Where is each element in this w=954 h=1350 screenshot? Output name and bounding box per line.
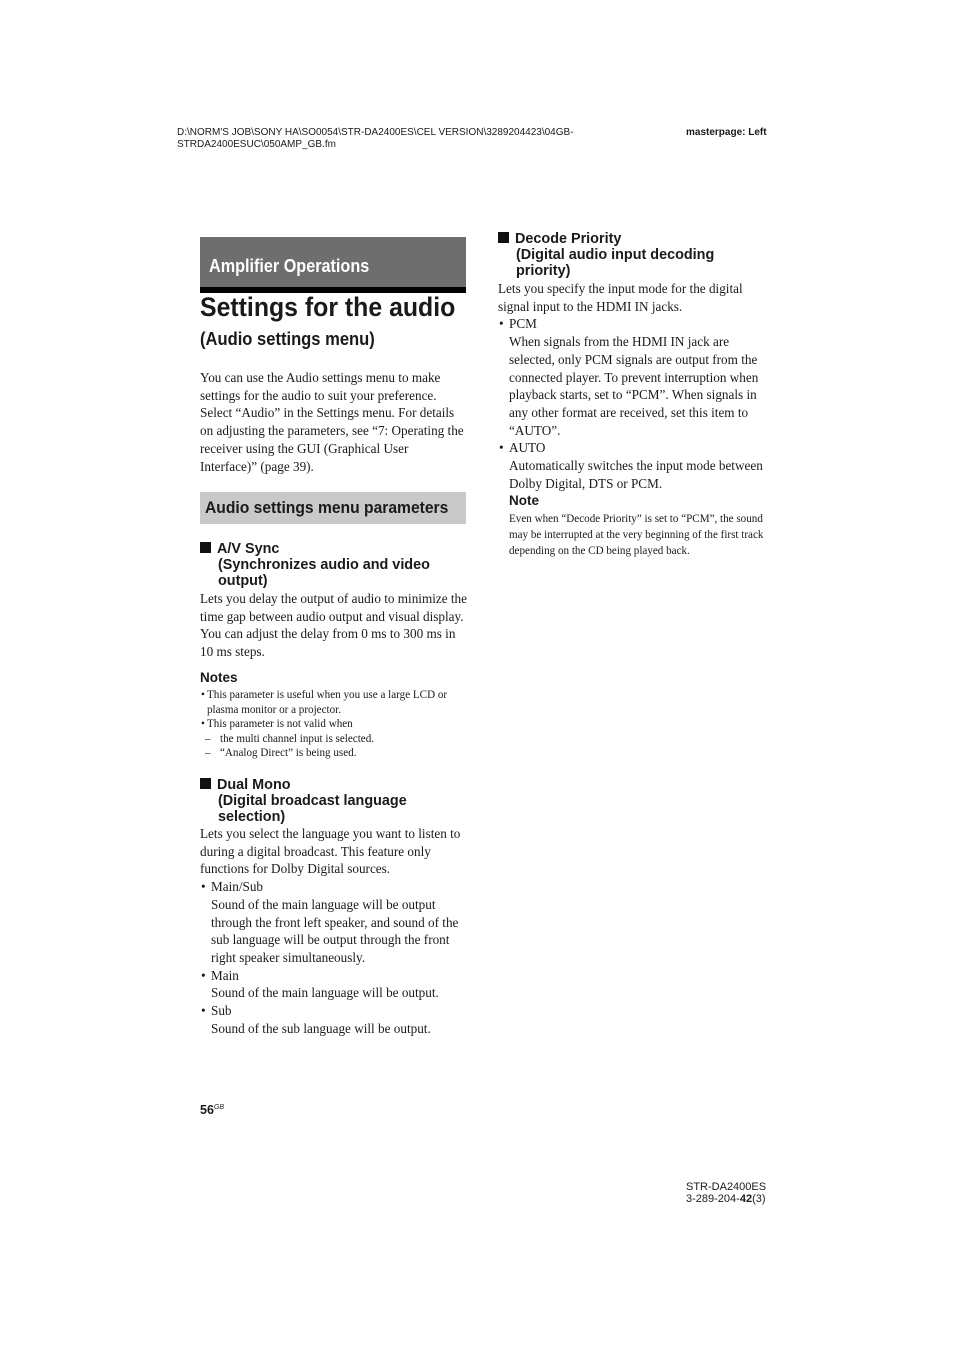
intro-paragraph: You can use the Audio settings menu to make settings for the audio to suit your preference. Select “Audio” in the Settings menu. For details on adjusting the parameters, see “7: Operating the receiver using the GUI (Graphical User Interface)” (page 39). xyxy=(200,370,464,474)
file-path-line1: D:\NORM'S JOB\SONY HA\SO0054\STR-DA2400ES\CEL VERSION\3289204423\04GB- xyxy=(177,127,574,138)
dual-mono-heading-line2: (Digital broadcast language xyxy=(218,793,407,809)
page-suffix: GB xyxy=(213,1103,225,1111)
av-sync-description: Lets you delay the output of audio to minimize the time gap between audio output and visual display. You can adjust the delay from 0 ms to 300 ms in 10 ms steps. xyxy=(200,591,467,660)
note-subitem-text: the multi channel input is selected. xyxy=(220,732,375,745)
decode-priority-note-label: Note xyxy=(509,493,539,508)
option-description: Sound of the main language will be output. xyxy=(211,985,439,1001)
option-item: • Main xyxy=(201,967,239,983)
page-number xyxy=(200,1103,224,1117)
dual-mono-heading-line1: Dual Mono xyxy=(217,777,291,793)
decode-priority-heading-line1: Decode Priority xyxy=(515,231,622,247)
file-path xyxy=(177,127,647,151)
decode-priority-panel xyxy=(498,280,766,492)
square-bullet-icon xyxy=(498,232,509,243)
option-label: PCM xyxy=(509,316,537,332)
masterpage-label: masterpage: Left xyxy=(686,127,767,138)
decode-priority-heading xyxy=(498,231,768,279)
section-band xyxy=(200,237,466,293)
model-code-bold: 42 xyxy=(739,1193,753,1205)
note-subitem: – the multi channel input is selected. xyxy=(205,732,375,745)
params-heading: Audio settings menu parameters xyxy=(205,498,449,517)
model-code-suffix: (3) xyxy=(752,1193,766,1205)
page-number-value: 56 xyxy=(200,1103,214,1117)
note-text: This parameter is not valid when xyxy=(207,718,353,731)
file-path-line2: STRDA2400ESUC\050AMP_GB.fm xyxy=(177,139,336,150)
note-item: • This parameter is useful when you use a large LCD or plasma monitor or a projector. xyxy=(201,689,448,716)
option-description: When signals from the HDMI IN jack are selected, only PCM signals are output from the connected player. To prevent interruption when playback starts, set to “PCM”. When signals in any other format are received, set this item to “AUTO”. xyxy=(509,334,759,438)
note-subitem: – “Analog Direct” is being used. xyxy=(205,747,357,760)
page-title: Settings for the audio xyxy=(200,292,456,322)
section-title: Amplifier Operations xyxy=(209,256,370,276)
av-sync-heading-line2: (Synchronizes audio and video xyxy=(218,557,430,573)
av-sync-notes-label: Notes xyxy=(200,670,238,685)
av-sync-notes xyxy=(200,688,470,761)
option-description: Sound of the main language will be output through the front left speaker, and sound of the sub language will be output through the front right speaker simultaneously. xyxy=(211,896,459,965)
option-label: Main/Sub xyxy=(211,879,264,895)
option-label: AUTO xyxy=(509,440,546,456)
dual-mono-heading xyxy=(200,777,470,825)
option-label: Sub xyxy=(211,1003,232,1019)
av-sync-heading xyxy=(200,541,470,589)
note-text: This parameter is useful when you use a large LCD or plasma monitor or a projector. xyxy=(207,689,448,716)
page-subtitle: (Audio settings menu) xyxy=(200,329,375,349)
dual-mono-description: Lets you select the language you want to listen to during a digital broadcast. This feature only functions for Dolby Digital sources. xyxy=(200,826,461,877)
dual-mono-panel xyxy=(200,825,468,1037)
model-info xyxy=(686,1181,766,1205)
option-item: • Main/Sub xyxy=(201,879,264,895)
square-bullet-icon xyxy=(200,542,211,553)
option-description: Sound of the sub language will be output. xyxy=(211,1020,431,1036)
note-item: • This parameter is not valid when xyxy=(201,718,353,731)
option-label: Main xyxy=(211,967,239,983)
model-name: STR-DA2400ES xyxy=(686,1181,767,1193)
dual-mono-heading-line3: selection) xyxy=(218,809,286,825)
option-item: • PCM xyxy=(499,316,537,332)
model-code-prefix: 3-289-204- xyxy=(686,1193,740,1205)
option-item: • Sub xyxy=(201,1003,232,1019)
av-sync-heading-line3: output) xyxy=(218,573,268,589)
model-code xyxy=(686,1193,766,1205)
decode-priority-heading-line3: priority) xyxy=(516,263,571,279)
option-description: Automatically switches the input mode between Dolby Digital, DTS or PCM. xyxy=(509,458,763,491)
note-subitem-text: “Analog Direct” is being used. xyxy=(220,747,357,760)
decode-priority-note: Even when “Decode Priority” is set to “PCM”, the sound may be interrupted at the very beginning of the first track depending on the CD being played back. xyxy=(509,513,764,557)
square-bullet-icon xyxy=(200,778,211,789)
params-band xyxy=(200,492,466,524)
decode-priority-description: Lets you specify the input mode for the digital signal input to the HDMI IN jacks. xyxy=(498,281,743,314)
av-sync-heading-line1: A/V Sync xyxy=(217,541,280,557)
option-item: • AUTO xyxy=(499,440,546,456)
decode-priority-heading-line2: (Digital audio input decoding xyxy=(516,247,715,263)
